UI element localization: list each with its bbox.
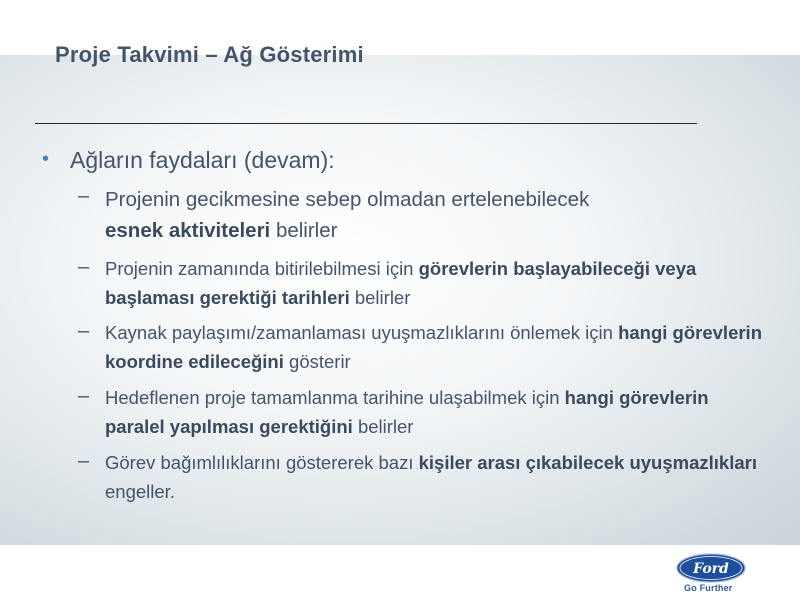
main-bullet-text: Ağların faydaları (devam):: [70, 147, 335, 173]
bullet-dot-icon: •: [42, 148, 50, 170]
dash-icon: –: [78, 185, 90, 207]
svg-text:Ford: Ford: [693, 561, 729, 577]
slide-title: Proje Takvimi – Ağ Gösterimi: [55, 42, 364, 67]
sub-bullet-4: Hedeflenen proje tamamlanma tarihine ulaşabilmek için hangi görevlerin paralel yapılması gerektiğini belirler: [105, 387, 709, 437]
dash-icon: –: [78, 256, 90, 278]
sub-bullet-1: Projenin gecikmesine sebep olmadan ertelenebilecek esnek aktiviteleri belirler: [105, 188, 590, 242]
dash-icon: –: [78, 385, 90, 407]
sub-bullet-2: Projenin zamanında bitirilebilmesi için görevlerin başlayabileceği veya başlaması gerektiği tarihleri belirler: [105, 258, 697, 308]
sub-bullet-3: Kaynak paylaşımı/zamanlaması uyuşmazlıklarını önlemek için hangi görevlerin koordine edileceğini gösterir: [105, 322, 762, 372]
brand-tagline: Go Further: [684, 583, 733, 593]
dash-icon: –: [78, 450, 90, 472]
ford-logo: [676, 553, 746, 583]
dash-icon: –: [78, 320, 90, 342]
sub-bullet-5: Görev bağımlılıklarını göstererek bazı kişiler arası çıkabilecek uyuşmazlıkları engeller.: [105, 452, 757, 502]
